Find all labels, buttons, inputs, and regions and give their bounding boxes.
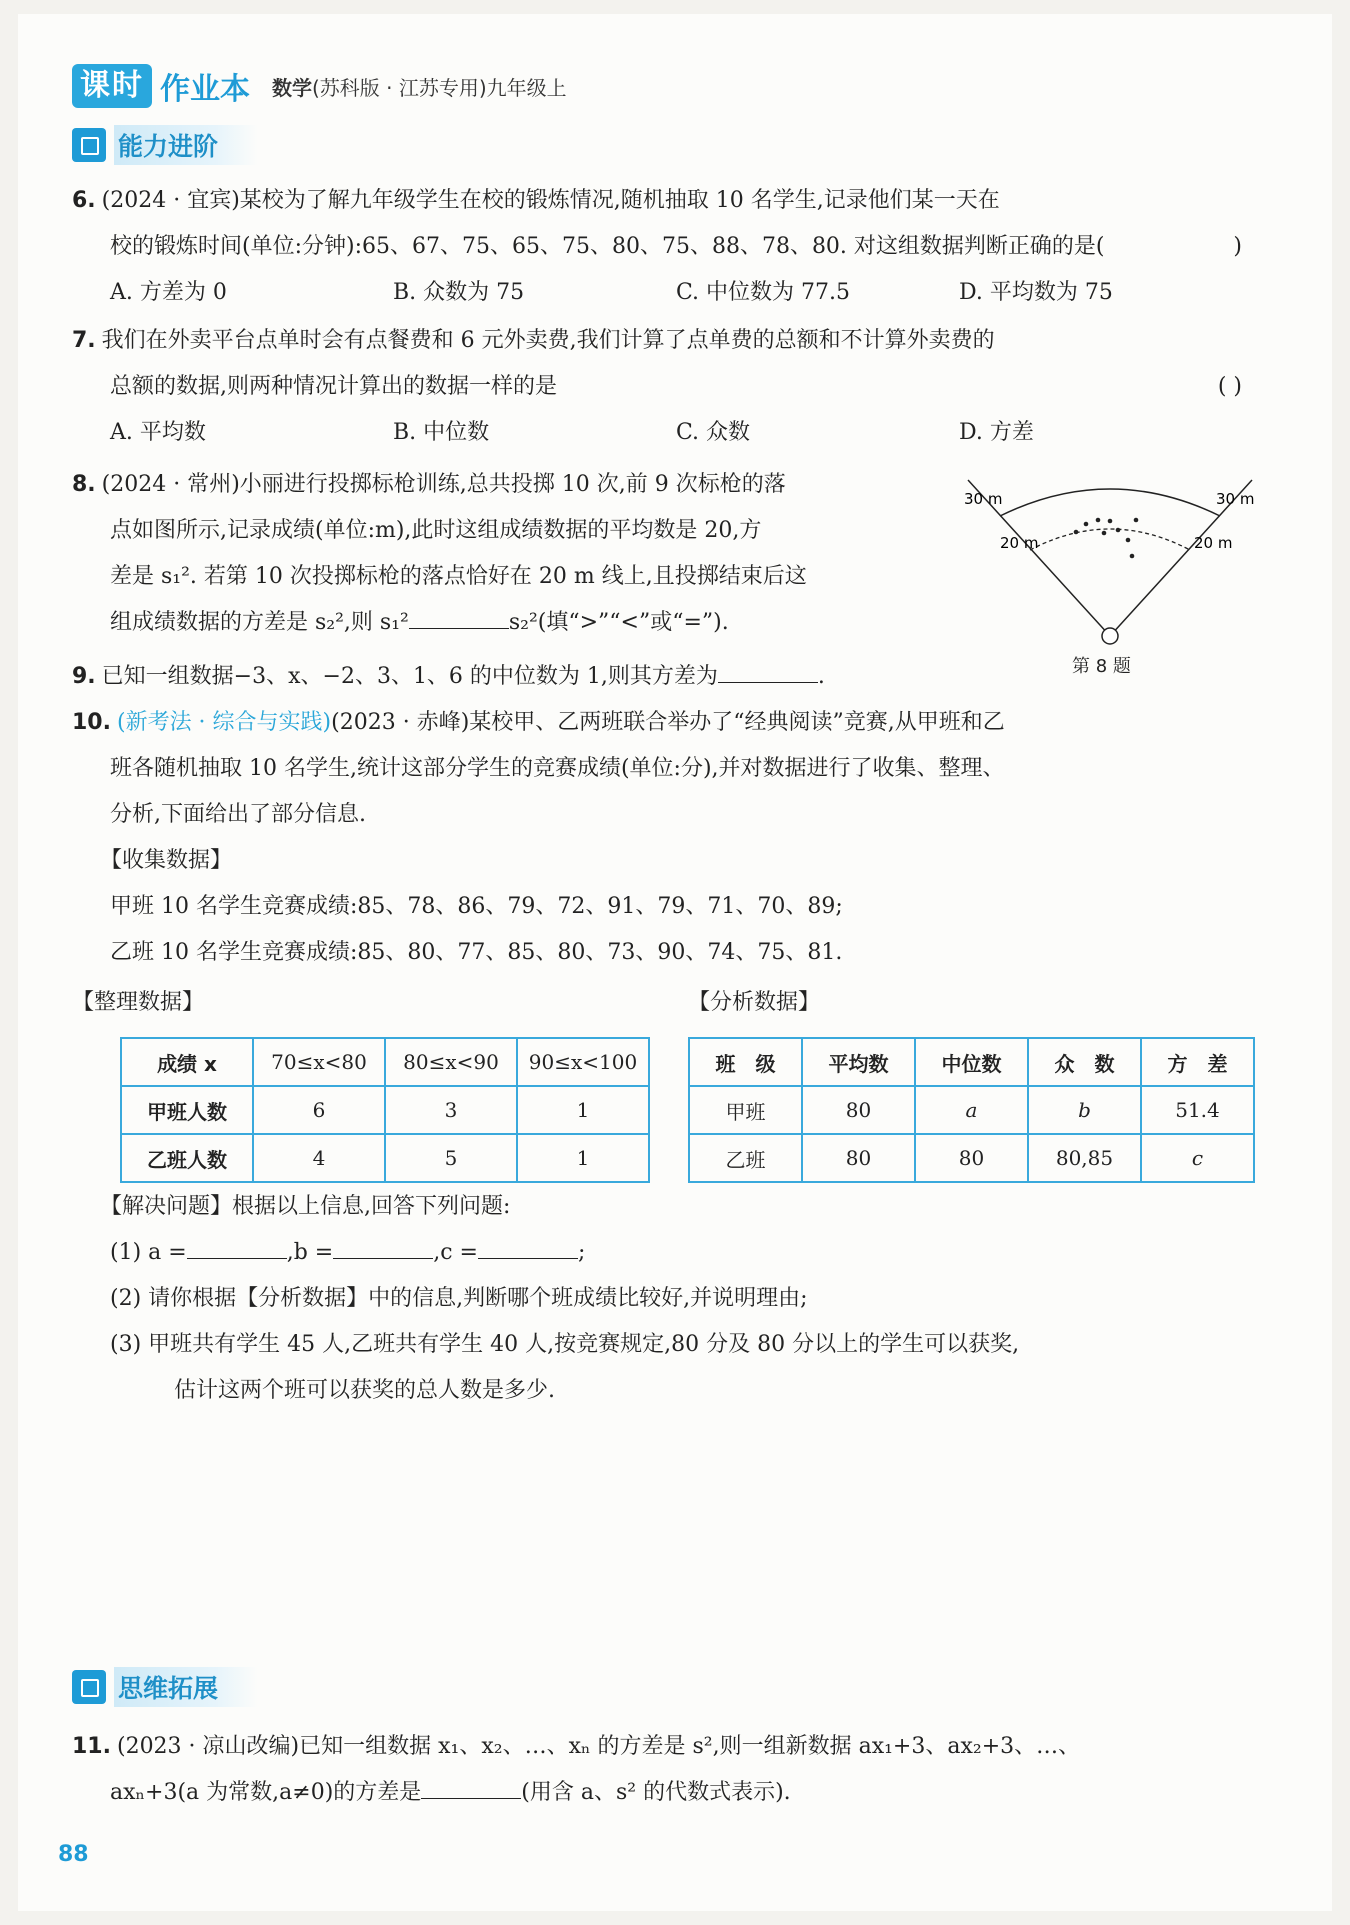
question-text: (2023 · 凉山改编)已知一组数据 x₁、x₂、…、xₙ 的方差是 s²,则一组新数据 ax₁+3、ax₂+3、…、	[116, 1734, 1081, 1759]
option-d: D. 方差	[959, 420, 1034, 445]
question-number: 8.	[72, 472, 96, 497]
table-cell: 平均数	[802, 1038, 915, 1086]
answer-blank	[421, 1776, 521, 1799]
question-number: 10.	[72, 710, 111, 735]
question-number: 11.	[72, 1734, 111, 1759]
answer-blank	[333, 1236, 433, 1259]
table-cell: 成绩 x	[121, 1038, 253, 1086]
option-c: C. 众数	[676, 420, 751, 445]
collect-title: 【收集数据】	[100, 848, 233, 873]
part-1-a: (1) a =	[110, 1240, 187, 1265]
question-text: (用含 a、s² 的代数式表示).	[521, 1780, 791, 1805]
question-text: 已知一组数据−3、x、−2、3、1、6 的中位数为 1,则其方差为	[101, 664, 718, 689]
table-cell: 1	[517, 1134, 649, 1182]
question-text: 差是 s₁². 若第 10 次投掷标枪的落点恰好在 20 m 线上,且投掷结束后这	[110, 564, 807, 589]
table-cell: 80,85	[1028, 1134, 1141, 1182]
pencil-icon	[72, 128, 106, 162]
question-end: .	[817, 664, 825, 689]
table-cell: 甲班人数	[121, 1086, 253, 1134]
part-1-end: ;	[577, 1240, 586, 1265]
question-6	[72, 178, 1242, 316]
table-cell: 80	[802, 1086, 915, 1134]
option-a: A. 平均数	[110, 420, 206, 445]
question-10-solve	[72, 1184, 1242, 1414]
answer-blank	[718, 660, 818, 683]
page-number: 88	[58, 1842, 89, 1867]
table-cell: 80	[915, 1134, 1028, 1182]
part-3-cont: 估计这两个班可以获奖的总人数是多少.	[174, 1378, 555, 1403]
book-subject: 数学	[272, 75, 312, 100]
table-cell: 80≤x<90	[385, 1038, 517, 1086]
table-cell: b	[1028, 1086, 1141, 1134]
part-1-c: ,c =	[433, 1240, 478, 1265]
option-c: C. 中位数为 77.5	[676, 280, 851, 305]
question-7	[72, 318, 1242, 456]
question-text: (2024 · 宜宾)某校为了解九年级学生在校的锻炼情况,随机抽取 10 名学生,记录他们某一天在	[101, 188, 1000, 213]
part-1-b: ,b =	[286, 1240, 334, 1265]
option-b: B. 中位数	[393, 420, 490, 445]
landing-points	[1074, 518, 1139, 559]
label-30m-left: 30 m	[964, 490, 1003, 508]
answer-paren: ( )	[1217, 374, 1242, 399]
table-cell: 乙班	[689, 1134, 802, 1182]
question-text: 校的锻炼时间(单位:分钟):65、67、75、65、75、80、75、88、78、80. 对这组数据判断正确的是(	[110, 234, 1105, 259]
collect-class-b: 乙班 10 名学生竞赛成绩:85、80、77、85、80、73、90、74、75、81.	[110, 940, 843, 965]
question-text: s₂²(填“>”“<”或“=”).	[508, 610, 729, 635]
table-cell: 班 级	[689, 1038, 802, 1086]
question-number: 6.	[72, 188, 96, 213]
table-cell: 70≤x<80	[253, 1038, 385, 1086]
question-text: 班各随机抽取 10 名学生,统计这部分学生的竞赛成绩(单位:分),并对数据进行了收集、整理、	[110, 756, 1005, 781]
organize-title: 【整理数据】	[72, 990, 205, 1015]
option-a: A. 方差为 0	[110, 280, 227, 305]
table-cell: c	[1141, 1134, 1254, 1182]
answer-paren: )	[1233, 234, 1242, 259]
answer-blank	[409, 606, 509, 629]
answer-blank	[187, 1236, 287, 1259]
question-tag: (新考法 · 综合与实践)	[116, 710, 332, 735]
section-title: 能力进阶	[114, 125, 258, 165]
question-text: 组成绩数据的方差是 s₂²,则 s₁²	[110, 610, 409, 635]
question-text: 分析,下面给出了部分信息.	[110, 802, 366, 827]
question-8	[72, 462, 962, 646]
option-d: D. 平均数为 75	[959, 280, 1113, 305]
table-row	[121, 1134, 649, 1182]
question-text: axₙ+3(a 为常数,a≠0)的方差是	[110, 1780, 422, 1805]
solve-title: 【解决问题】	[100, 1194, 233, 1219]
table-header-row	[121, 1038, 649, 1086]
book-edition: (苏科版 · 江苏专用)九年级上	[312, 75, 567, 100]
collect-class-a: 甲班 10 名学生竞赛成绩:85、78、86、79、72、91、79、71、70、89;	[110, 894, 843, 919]
section-thinking	[72, 1666, 258, 1708]
table-cell: 5	[385, 1134, 517, 1182]
book-header	[72, 62, 567, 110]
option-b: B. 众数为 75	[393, 280, 525, 305]
question-text: (2023 · 赤峰)某校甲、乙两班联合举办了“经典阅读”竞赛,从甲班和乙	[331, 710, 1005, 735]
question-number: 7.	[72, 328, 96, 353]
table-cell: 甲班	[689, 1086, 802, 1134]
table-cell: 6	[253, 1086, 385, 1134]
part-2: (2) 请你根据【分析数据】中的信息,判断哪个班成绩比较好,并说明理由;	[110, 1286, 808, 1311]
table-cell: 90≤x<100	[517, 1038, 649, 1086]
brand-logo: 课时	[72, 64, 152, 108]
question-text: 总额的数据,则两种情况计算出的数据一样的是	[110, 374, 557, 399]
table-row	[121, 1086, 649, 1134]
question-text: (2024 · 常州)小丽进行投掷标枪训练,总共投掷 10 次,前 9 次标枪的落	[101, 472, 786, 497]
table-row	[689, 1086, 1254, 1134]
answer-blank	[478, 1236, 578, 1259]
book-info	[272, 72, 567, 101]
question-number: 9.	[72, 664, 96, 689]
question-10	[72, 700, 1242, 976]
question-text: 我们在外卖平台点单时会有点餐费和 6 元外卖费,我们计算了点单费的总额和不计算外卖费的	[101, 328, 995, 353]
part-3: (3) 甲班共有学生 45 人,乙班共有学生 40 人,按竞赛规定,80 分及 80 分以上的学生可以获奖,	[110, 1332, 1020, 1357]
section-title: 思维拓展	[114, 1667, 258, 1707]
table-cell: 4	[253, 1134, 385, 1182]
table-cell: a	[915, 1086, 1028, 1134]
table-cell: 众 数	[1028, 1038, 1141, 1086]
label-30m-right: 30 m	[1216, 490, 1255, 508]
table-cell: 51.4	[1141, 1086, 1254, 1134]
organize-table	[120, 1037, 650, 1183]
table-cell: 1	[517, 1086, 649, 1134]
solve-text: 根据以上信息,回答下列问题:	[232, 1194, 511, 1219]
section-ability	[72, 124, 258, 166]
figure-caption: 第 8 题	[1072, 656, 1131, 677]
table-cell: 方 差	[1141, 1038, 1254, 1086]
table-row	[689, 1134, 1254, 1182]
arc-20m	[1030, 529, 1190, 550]
table-cell: 中位数	[915, 1038, 1028, 1086]
question-9	[72, 654, 972, 700]
table-header-row	[689, 1038, 1254, 1086]
brand-series: 作业本	[160, 72, 250, 107]
pencil-icon	[72, 1670, 106, 1704]
analyze-table	[688, 1037, 1255, 1183]
question-text: 点如图所示,记录成绩(单位:m),此时这组成绩数据的平均数是 20,方	[110, 518, 762, 543]
throw-origin	[1102, 628, 1118, 644]
table-cell: 乙班人数	[121, 1134, 253, 1182]
label-20m-right: 20 m	[1194, 534, 1233, 552]
table-cell: 3	[385, 1086, 517, 1134]
table-cell: 80	[802, 1134, 915, 1182]
arc-30m	[1000, 489, 1220, 516]
label-20m-left: 20 m	[1000, 534, 1039, 552]
question-11	[72, 1724, 1242, 1816]
analyze-title: 【分析数据】	[688, 990, 821, 1015]
